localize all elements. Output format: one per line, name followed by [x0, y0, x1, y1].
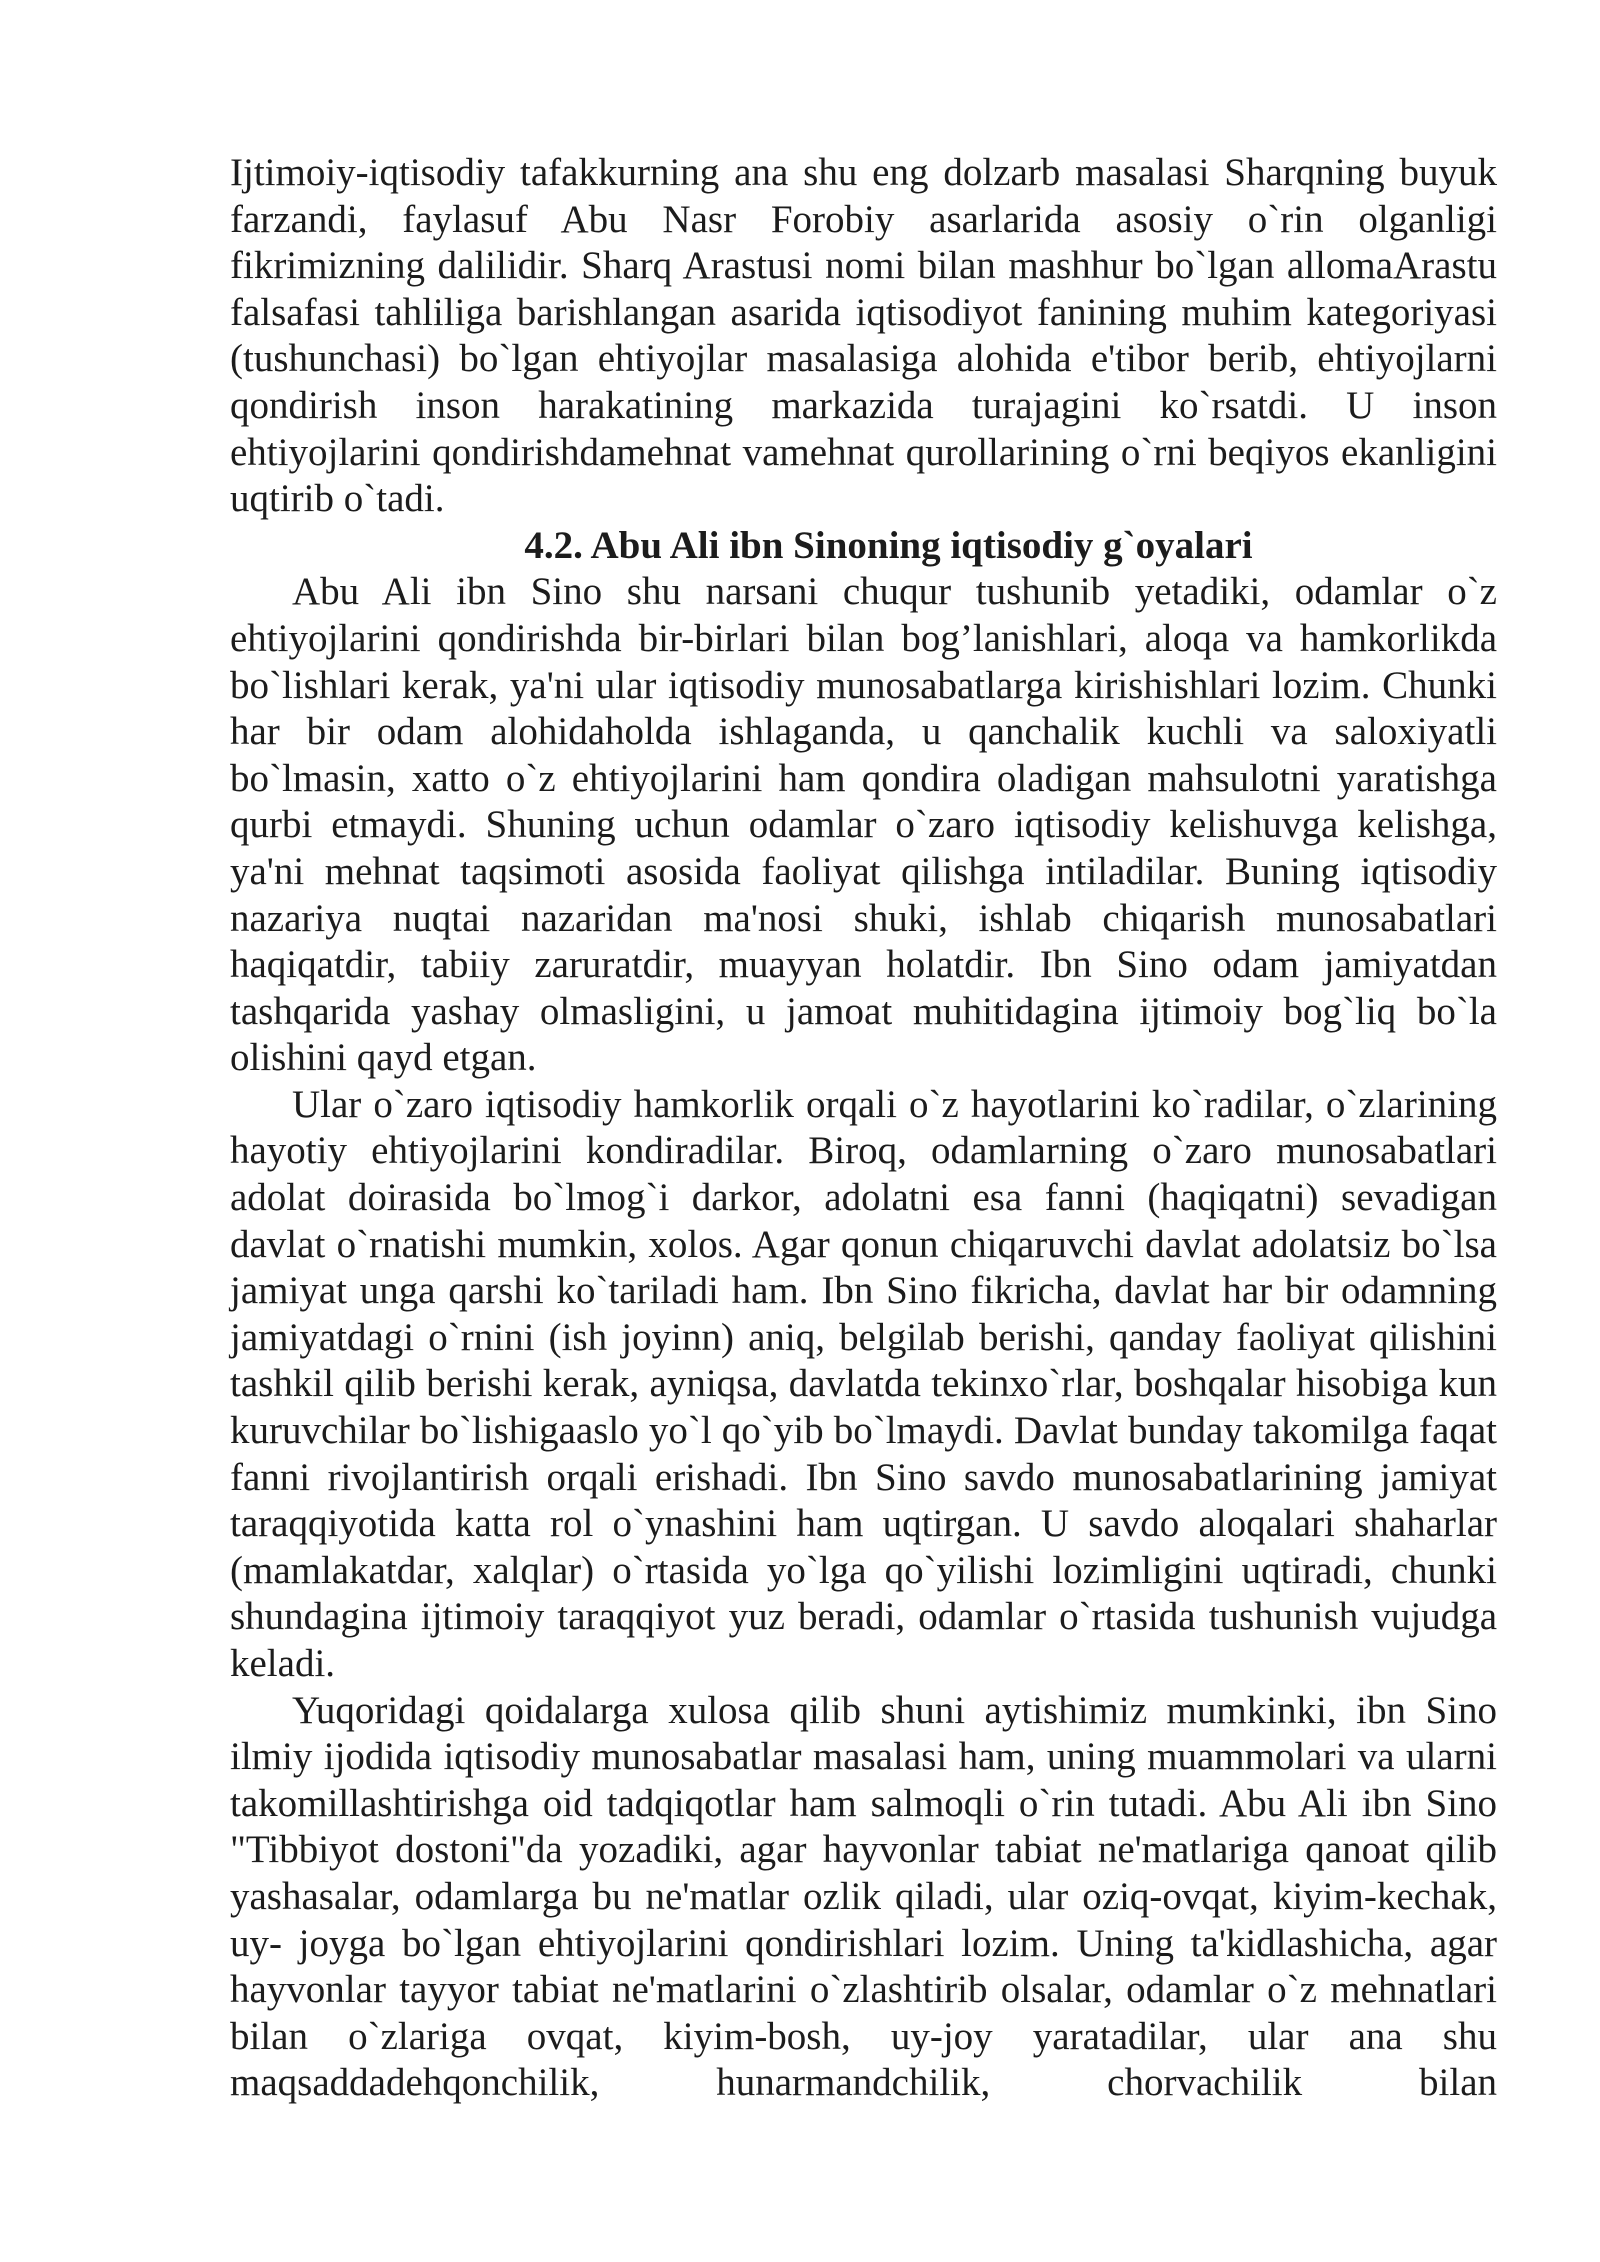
paragraph-1: Abu Ali ibn Sino shu narsani chuqur tushunib yetadiki, odamlar o`z ehtiyojlarini qondirishda bir-birlari bilan bog’lanishlari, aloqa va hamkorlikda bo`lishlari kerak, ya'ni ular iqtisodiy munosabatlarga kirishishlari lozim. Chunki har bir odam alohidaholda ishlaganda, u qanchalik kuchli va saloxiyatli bo`lmasin, xatto o`z ehtiyojlarini ham qondira oladigan mahsulotni yaratishga qurbi etmaydi. Shuning uchun odamlar o`zaro iqtisodiy kelishuvga kelishga, ya'ni mehnat taqsimoti asosida faoliyat qilishga intiladilar. Buning iqtisodiy nazariya nuqtai nazaridan ma'nosi shuki, ishlab chiqarish munosabatlari haqiqatdir, tabiiy zaruratdir, muayyan holatdir. Ibn Sino odam jamiyatdan tashqarida yashay olmasligini, u jamoat muhitidagina ijtimoiy bog`liq bo`la olishini qayd etgan.: [230, 570, 1497, 1080]
paragraph-3: Yuqoridagi qoidalarga xulosa qilib shuni aytishimiz mumkinki, ibn Sino ilmiy ijodida iqtisodiy munosabatlar masalasi ham, uning muammolari va ularni takomillashtirishga oid tadqiqotlar ham salmoqli o`rin tutadi. Abu Ali ibn Sino "Tibbiyot dostoni"da yozadiki, agar hayvonlar tabiat ne'matlariga qanoat qilib yashasalar, odamlarga bu ne'matlar ozlik qiladi, ular oziq-ovqat, kiyim-kechak, uy- joyga bo`lgan ehtiyojlarini qondirishlari lozim. Uning ta'kidlashicha, agar hayvonlar tayyor tabiat ne'matlarini o`zlashtirib olsalar, odamlar o`z mehnatlari bilan o`zlariga ovqat, kiyim-bosh, uy-joy yaratadilar, ular ana shu maqsaddadehqonchilik, hunarmandchilik, chorvachilik bilan: [230, 1688, 1497, 2105]
section-heading: 4.2. Abu Ali ibn Sinoning iqtisodiy g`oyalari: [524, 523, 1253, 567]
document-page: [230, 150, 1497, 2107]
paragraph-2: Ular o`zaro iqtisodiy hamkorlik orqali o`z hayotlarini ko`radilar, o`zlarining hayotiy ehtiyojlarini kondiradilar. Biroq, odamlarning o`zaro munosabatlari adolat doirasida bo`lmog`i darkor, adolatni esa fanni (haqiqatni) sevadigan davlat o`rnatishi mumkin, xolos. Agar qonun chiqaruvchi davlat adolatsiz bo`lsa jamiyat unga qarshi ko`tariladi ham. Ibn Sino fikricha, davlat har bir odamning jamiyatdagi o`rnini (ish joyinn) aniq, belgilab berishi, qanday faoliyat qilishini tashkil qilib berishi kerak, ayniqsa, davlatda tekinxo`rlar, boshqalar hisobiga kun kuruvchilar bo`lishigaaslo yo`l qo`yib bo`lmaydi. Davlat bunday takomilga faqat fanni rivojlantirish orqali erishadi. Ibn Sino savdo munosabatlarining jamiyat taraqqiyotida katta rol o`ynashini ham uqtirgan. U savdo aloqalari shaharlar (mamlakatdar, xalqlar) o`rtasida yo`lga qo`yilishi lozimligini uqtiradi, chunki shundagina ijtimoiy taraqqiyot yuz beradi, odamlar o`rtasida tushunish vujudga keladi.: [230, 1082, 1497, 1685]
intro-paragraph: Ijtimoiy-iqtisodiy tafakkurning ana shu eng dolzarb masalasi Sharqning buyuk farzandi, faylasuf Abu Nasr Forobiy asarlarida asosiy o`rin olganligi fikrimizning dalilidir. Sharq Arastusi nomi bilan mashhur bo`lgan allomaArastu falsafasi tahliliga barishlangan asarida iqtisodiyot fanining muhim kategoriyasi (tushunchasi) bo`lgan ehtiyojlar masalasiga alohida e'tibor berib, ehtiyojlarni qondirish inson harakatining markazida turajagini ko`rsatdi. U inson ehtiyojlarini qondirishdamehnat vamehnat qurollarining o`rni beqiyos ekanligini uqtirib o`tadi.: [230, 151, 1497, 521]
